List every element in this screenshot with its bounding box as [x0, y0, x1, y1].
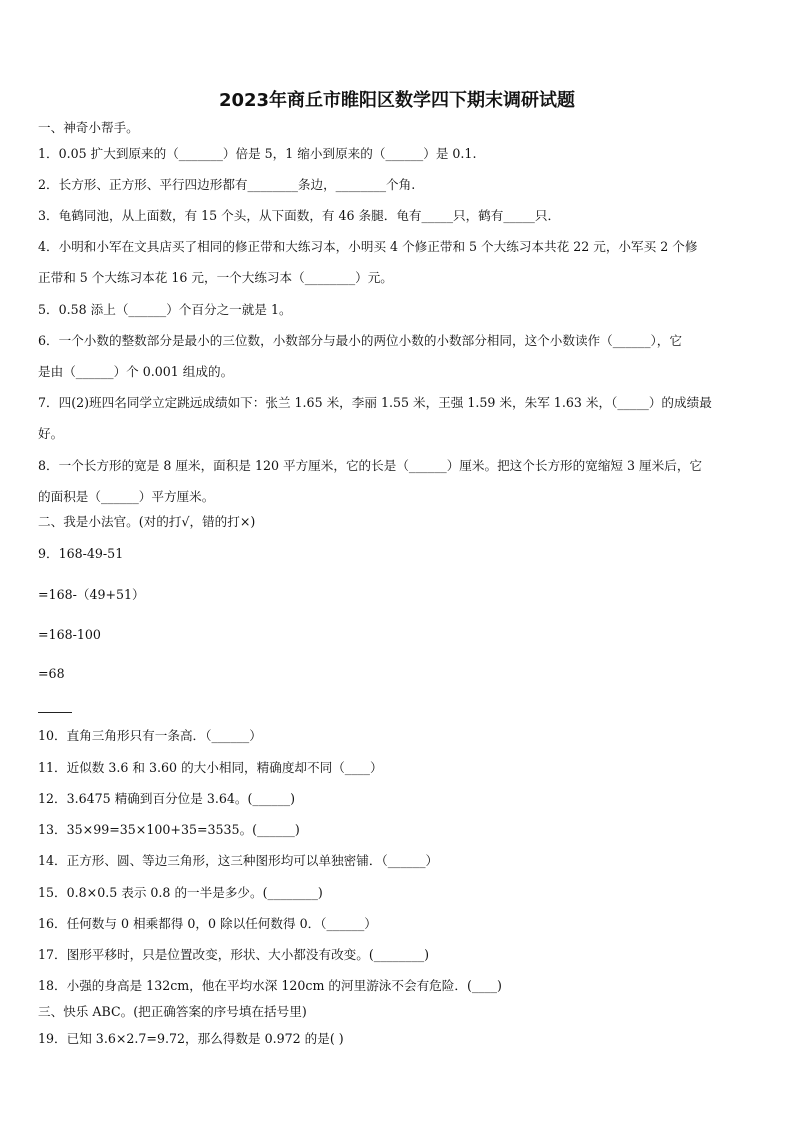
section-heading-3: 三、快乐 ABC。(把正确答案的序号填在括号里)	[38, 1004, 307, 1019]
question-line: 好。	[38, 426, 64, 441]
question-line: 是由（______）个 0.001 组成的。	[38, 364, 234, 379]
question-line: 正带和 5 个大练习本花 16 元，一个大练习本（________）元。	[38, 270, 393, 285]
section-heading-2: 二、我是小法官。(对的打√，错的打×)	[38, 514, 256, 529]
page-title: 2023年商丘市睢阳区数学四下期末调研试题	[218, 90, 576, 111]
question-line: 12．3.6475 精确到百分位是 3.64。(______)	[38, 791, 296, 806]
question-line: 6．一个小数的整数部分是最小的三位数，小数部分与最小的两位小数的小数部分相同，这个小数读作（______），它	[38, 333, 682, 348]
question-line: 2．长方形、正方形、平行四边形都有________条边，________个角.	[38, 177, 416, 192]
question-line: 8．一个长方形的宽是 8 厘米，面积是 120 平方厘米，它的长是（______）厘米。把这个长方形的宽缩短 3 厘米后，它	[38, 458, 703, 473]
question-line: 14．正方形、圆、等边三角形，这三种图形均可以单独密铺．（______）	[38, 853, 439, 868]
question-line: 的面积是（______）平方厘米。	[38, 489, 215, 504]
question-line: 9．168-49-51	[38, 546, 124, 561]
question-line: 7．四(2)班四名同学立定跳远成绩如下：张兰 1.65 米，李丽 1.55 米，王强 1.59 米，朱军 1.63 米，（_____）的成绩最	[38, 395, 712, 410]
section-heading-1: 一、神奇小帮手。	[38, 120, 139, 135]
question-line: 13．35×99=35×100+35=3535。(______)	[38, 822, 300, 837]
question-line: 10．直角三角形只有一条高．（______）	[38, 728, 262, 743]
calculation-step: =68	[38, 666, 65, 681]
calculation-step: =168-100	[38, 627, 101, 642]
question-line: 1．0.05 扩大到原来的（_______）倍是 5，1 缩小到原来的（______）是 0.1.	[38, 146, 477, 161]
question-line: 17．图形平移时，只是位置改变，形状、大小都没有改变。(________)	[38, 947, 430, 962]
question-line: 3．龟鹤同池，从上面数，有 15 个头，从下面数，有 46 条腿．龟有_____只，鹤有_____只．	[38, 208, 561, 223]
question-line: 18．小强的身高是 132cm，他在平均水深 120cm 的河里游泳不会有危险．(____)	[38, 978, 502, 993]
answer-blank	[38, 712, 72, 713]
calculation-step: =168-（49+51）	[38, 587, 145, 602]
question-line: 11．近似数 3.6 和 3.60 的大小相同，精确度却不同（____）	[38, 760, 383, 775]
question-line: 19．已知 3.6×2.7=9.72，那么得数是 0.972 的是( )	[38, 1031, 344, 1046]
question-line: 16．任何数与 0 相乘都得 0，0 除以任何数得 0．（______）	[38, 916, 377, 931]
question-line: 4．小明和小军在文具店买了相同的修正带和大练习本，小明买 4 个修正带和 5 个大练习本共花 22 元，小军买 2 个修	[38, 239, 698, 254]
question-line: 5．0.58 添上（______）个百分之一就是 1。	[38, 302, 292, 317]
question-line: 15．0.8×0.5 表示 0.8 的一半是多少。(________)	[38, 885, 323, 900]
